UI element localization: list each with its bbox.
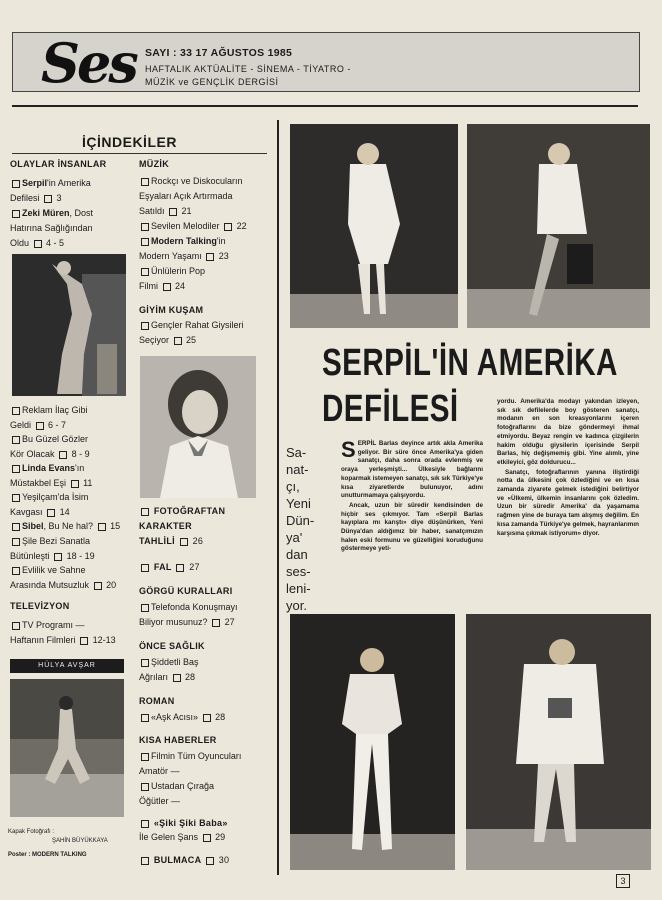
tagline-1: HAFTALIK AKTÜALİTE - SİNEMA - TİYATRO - — [145, 64, 351, 74]
section-olaylar: OLAYLAR İNSANLAR — [10, 159, 107, 169]
checkbox-icon — [12, 436, 20, 444]
toc-item-film[interactable]: Filmin Tüm Oyuncuları Amatör — Ustadan Çırağa Öğütler — — [139, 751, 242, 806]
section-siki: «Şiki Şiki Baba» — [139, 818, 228, 828]
photo-serpil-1 — [290, 124, 458, 328]
section-fal[interactable]: FAL 27 — [139, 562, 200, 572]
masthead — [12, 31, 640, 95]
checkbox-icon — [174, 337, 182, 345]
page-number: 3 — [616, 874, 630, 888]
hulya-banner: HÜLYA AVŞAR — [10, 659, 124, 673]
toc-item-evlilik[interactable]: Evlilik ve Sahne Arasında Mutsuzluk 20 — [10, 565, 117, 590]
cover-credit-name: ŞAHİN BÜYÜKKAYA — [52, 838, 108, 844]
checkbox-icon — [12, 622, 20, 630]
checkbox-icon — [71, 480, 79, 488]
toc-item-genc[interactable]: Gençler Rahat Giysileri Seçiyor 25 — [139, 320, 244, 345]
checkbox-icon — [12, 407, 20, 415]
article-column-2: yordu. Amerika'da modayı yakından izleyen, sık sık defilelerde boy gösteren sanatçı, modanın en son kreasyonlarını içeren fotoğraflarını da bize göndermeyi ihmal etmiyordu. Beyaz rengin ve kadınca çizgilerin hakim olduğu giysilerin içerisinde Serpil Barlas, hiç değişmemiş gibi. Yine alımlı, yine etkileyici, göz doldurucu... Sanatçı, fotoğraflarının yanına iliştirdiği notta da ülkesini çok özlediğini ve en kısa zamanda ziyarete gelmek istediğini belirtiyor ve «Ülkemi, ülkemin insanlarını çok özledim. Uzun bir süredir Amerika' da yaşamama rağmen yine de buraya tam alışmış değilim. En kısa zamanda Türkiye'ye gelmek, hayranlarımın karşısına çıkmak istiyorum» diyor. — [497, 398, 639, 537]
photo-serpil-3 — [290, 614, 455, 870]
photo-woman-blouse — [140, 356, 256, 498]
article-headline: SERPİL'İN AMERİKA DEFİLESİ — [322, 342, 618, 430]
section-tahlili[interactable]: TAHLİLİ 26 — [139, 536, 204, 546]
toc-item-telefon[interactable]: Telefonda Konuşmayı Biliyor musunuz? 27 — [139, 602, 238, 627]
photo-hulya — [10, 679, 124, 817]
checkbox-icon — [141, 659, 149, 667]
toc-item-guzel[interactable]: Bu Güzel Gözler Kör Olacak 8 - 9 — [10, 434, 90, 459]
photo-serpil-2 — [467, 124, 650, 328]
checkbox-icon — [141, 753, 149, 761]
article-column-1: SERPİL Barlas deyince artık akla Amerika geliyor. Bir süre önce Amerika'ya giden sanatçı, daha sonra orada evlenmiş ve oraya yerleşmişti... Ülkesiyle bağlarını koparmak istemeyen sanatçı, sık sık Türkiye'ye kısa ziyaretlerde bulunuyor, adını unutturmamaya çalışıyordu. Ancak, uzun bir süredir kendisinden de hiçbir ses çıkmıyor. Tam «Serpil Barlas kayıplara mı karıştı» diye düşünürken, Yeni Dünya'dan aldığımız bir haber, sanatçımızın halen eski formunu ve güzelliğini koruduğunu göstermeye yeti- — [341, 437, 483, 553]
toc-item-reklam[interactable]: Reklam İlaç Gibi Geldi 6 - 7 — [10, 405, 88, 430]
checkbox-icon — [80, 637, 88, 645]
toc-item-ask[interactable]: «Aşk Acısı» 28 — [139, 710, 225, 725]
tagline-2: MÜZİK ve GENÇLİK DERGİSİ — [145, 77, 279, 87]
toc-item-sibel[interactable]: Sibel, Bu Ne hal? 15 — [10, 519, 120, 534]
section-muzik: MÜZİK — [139, 159, 169, 169]
checkbox-icon — [12, 523, 20, 531]
section-kisa: KISA HABERLER — [139, 735, 217, 745]
toc-item-zeki[interactable]: Zeki Müren, Dost Hatırına Sağlığından Oldu 4 - 5 — [10, 208, 94, 248]
checkbox-icon — [169, 208, 177, 216]
checkbox-icon — [180, 538, 188, 546]
ses-logo: Ses — [41, 31, 136, 95]
poster-credit: Poster : MODERN TALKING — [8, 852, 87, 858]
checkbox-icon — [141, 604, 149, 612]
checkbox-icon — [206, 857, 214, 865]
checkbox-icon — [141, 268, 149, 276]
drop-cap: S — [341, 437, 356, 462]
section-gorgu: GÖRGÜ KURALLARI — [139, 586, 233, 596]
checkbox-icon — [224, 223, 232, 231]
photo-serpil-4 — [466, 614, 651, 870]
section-saglik: ÖNCE SAĞLIK — [139, 641, 205, 651]
checkbox-icon — [203, 834, 211, 842]
checkbox-icon — [12, 538, 20, 546]
toc-item-sile[interactable]: Şile Bezi Sanatla Bütünleşti 18 - 19 — [10, 536, 95, 561]
checkbox-icon — [176, 564, 184, 572]
section-roman: ROMAN — [139, 696, 175, 706]
checkbox-icon — [203, 714, 211, 722]
checkbox-icon — [141, 783, 149, 791]
checkbox-icon — [141, 223, 149, 231]
checkbox-icon — [141, 714, 149, 722]
cover-credit-label: Kapak Fotoğrafı : — [8, 829, 55, 835]
toc-item-sevilen[interactable]: Sevilen Melodiler 22 — [139, 219, 247, 234]
section-televizyon: TELEVİZYON — [10, 601, 70, 611]
checkbox-icon — [94, 582, 102, 590]
section-bulmaca[interactable]: BULMACA 30 — [139, 855, 229, 865]
toc-item-linda[interactable]: Linda Evans'ın Müstakbel Eşi 11 — [10, 463, 93, 488]
toc-item-unlu[interactable]: Ünlülerin Pop Filmi 24 — [139, 266, 206, 291]
toc-item-bas[interactable]: Şiddetli Baş Ağrıları 28 — [139, 657, 199, 682]
toc-item-modern[interactable]: Modern Talking'in Modern Yaşamı 23 — [139, 236, 229, 261]
side-quote: Sa- nat- çı, Yeni Dün- ya' dan ses- leni- yor. — [286, 445, 315, 613]
checkbox-icon — [141, 322, 149, 330]
checkbox-icon — [12, 494, 20, 502]
checkbox-icon — [141, 820, 149, 828]
checkbox-icon — [141, 564, 149, 572]
checkbox-icon — [12, 567, 20, 575]
checkbox-icon — [12, 465, 20, 473]
checkbox-icon — [206, 253, 214, 261]
checkbox-icon — [59, 451, 67, 459]
toc-item-tv[interactable]: TV Programı — Haftanın Filmleri 12-13 — [10, 620, 116, 645]
checkbox-icon — [98, 523, 106, 531]
toc-item-yesilcam[interactable]: Yeşilçam'da İsim Kavgası 14 — [10, 492, 89, 517]
checkbox-icon — [141, 178, 149, 186]
checkbox-icon — [141, 857, 149, 865]
toc-item-serpil[interactable]: Serpil'in Amerika Defilesi 3 — [10, 178, 91, 203]
checkbox-icon — [36, 422, 44, 430]
section-giyim: GİYİM KUŞAM — [139, 305, 204, 315]
checkbox-icon — [173, 674, 181, 682]
checkbox-icon — [163, 283, 171, 291]
checkbox-icon — [47, 509, 55, 517]
photo-dancer — [12, 254, 126, 396]
top-rule — [12, 105, 638, 107]
checkbox-icon — [44, 195, 52, 203]
toc-item-ile[interactable]: İle Gelen Şans 29 — [139, 832, 226, 842]
checkbox-icon — [12, 210, 20, 218]
checkbox-icon — [212, 619, 220, 627]
column-rule — [277, 120, 279, 875]
checkbox-icon — [141, 508, 149, 516]
toc-title: İÇİNDEKİLER — [82, 134, 177, 150]
section-foto: FOTOĞRAFTAN — [139, 506, 225, 516]
checkbox-icon — [54, 553, 62, 561]
toc-item-rock[interactable]: Rockçı ve Diskocuların Eşyaları Açık Artırmada Satıldı 21 — [139, 176, 243, 216]
checkbox-icon — [34, 240, 42, 248]
checkbox-icon — [141, 238, 149, 246]
section-karakter: KARAKTER — [139, 521, 192, 531]
checkbox-icon — [12, 180, 20, 188]
issue-line: SAYI : 33 17 AĞUSTOS 1985 — [145, 47, 293, 59]
